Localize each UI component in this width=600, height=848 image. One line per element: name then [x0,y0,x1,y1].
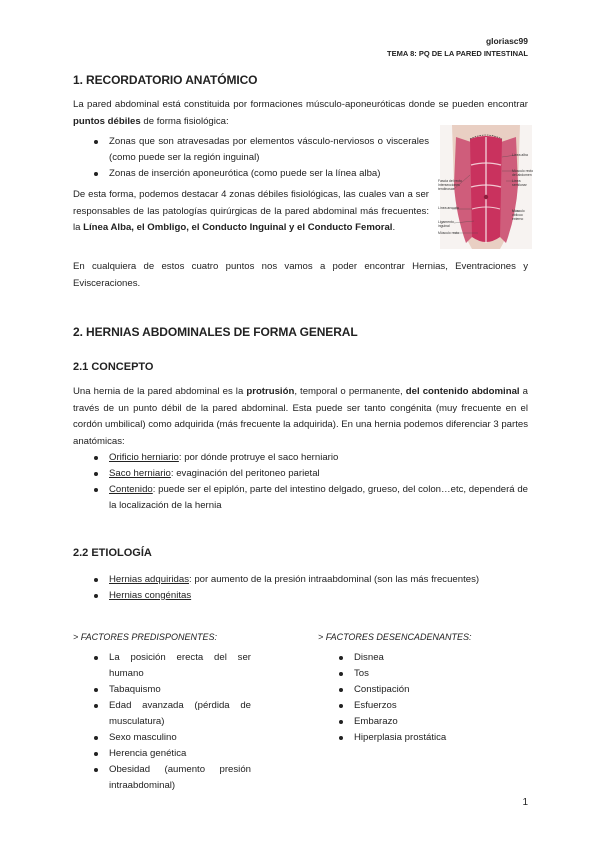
hernia-types-list [91,572,528,604]
list-item: Orificio herniario: por dónde protruye el saco herniario [91,450,528,466]
list-item: Edad avanzada (pérdida de musculatura) [91,698,251,730]
list-item: Hernias congénitas [91,588,528,604]
triggering-factors-title: > FACTORES DESENCADENANTES: [318,632,472,642]
abdominal-wall-figure [440,125,532,249]
figure-label: Intersecciones tendinosas [438,183,460,191]
list-item: La posición erecta del ser humano [91,650,251,682]
figure-label: Línea alba [512,153,528,157]
list-item: Disnea [336,650,526,666]
figure-label: Ligamento inguinal [438,220,454,228]
list-item: Esfuerzos [336,698,526,714]
figure-label: Músculo recto del abdomen [512,169,534,177]
figure-label: Músculo recto [438,231,460,235]
header-topic: TEMA 8: PQ DE LA PARED INTESTINAL [387,49,528,58]
figure-label: Línea arcuata [438,206,459,210]
figure-label: Fascia del recto [438,179,462,183]
list-item: Contenido: puede ser el epiplón, parte del intestino delgado, grueso, del colon…etc, dependerá de la localización de la hernia [91,482,528,514]
list-item: Constipación [336,682,526,698]
list-item: Saco herniario: evaginación del peritoneo parietal [91,466,528,482]
list-item: Hiperplasia prostática [336,730,526,746]
weak-points-list [91,134,429,182]
list-item: Tabaquismo [91,682,251,698]
figure-label: Músculo oblicuo externo [512,209,525,221]
figure-label: Línea semilunar [512,179,527,187]
section-1-intro: La pared abdominal está constituida por formaciones músculo-aponeuróticas donde se pueden encontrar puntos débiles de forma fisiológica: [73,99,528,127]
list-item: Obesidad (aumento presión intraabdominal) [91,762,251,794]
page-number: 1 [522,797,528,808]
list-item: Tos [336,666,526,682]
concept-paragraph: Una hernia de la pared abdominal es la protrusión, temporal o permanente, del contenido abdominal a través de un punto débil de la pared abdominal. Esta puede ser tanto congénita (muy frecuente en el cordón umbilical) como adquirida (más frecuente la adquirida). En una hernia podemos diferenciar 3 partes anatómicas: [73,386,528,447]
list-item: Herencia genética [91,746,251,762]
list-item: Zonas que son atravesadas por elementos vásculo-nerviosos o viscerales (como puede ser la región inguinal) [91,134,429,166]
concept-title: 2.1 CONCEPTO [73,361,154,373]
list-item: Sexo masculino [91,730,251,746]
weak-zones-paragraph: De esta forma, podemos destacar 4 zonas débiles fisiológicas, las cuales van a ser responsables de las patologías quirúrgicas de la pared abdominal más frecuentes: la Línea Alba, el Ombligo, el Conducto Inguinal y el Conducto Femoral. [73,189,429,233]
section-2-title: 2. HERNIAS ABDOMINALES DE FORMA GENERAL [73,325,358,339]
predisposing-factors-title: > FACTORES PREDISPONENTES: [73,632,217,642]
list-item: Zonas de inserción aponeurótica (como puede ser la línea alba) [91,166,429,182]
triggering-factors-list [336,650,526,746]
header-author: gloriasc99 [485,36,528,46]
predisposing-factors-list [91,650,251,794]
hernia-parts-list [91,450,528,514]
list-item: Embarazo [336,714,526,730]
section-1-title: 1. RECORDATORIO ANATÓMICO [73,73,258,87]
section-1-closing: En cualquiera de estos cuatro puntos nos vamos a poder encontrar Hernias, Eventraciones y Evisceraciones. [73,261,528,289]
etiology-title: 2.2 ETIOLOGÍA [73,547,152,559]
list-item: Hernias adquiridas: por aumento de la presión intraabdominal (son las más frecuentes) [91,572,528,588]
